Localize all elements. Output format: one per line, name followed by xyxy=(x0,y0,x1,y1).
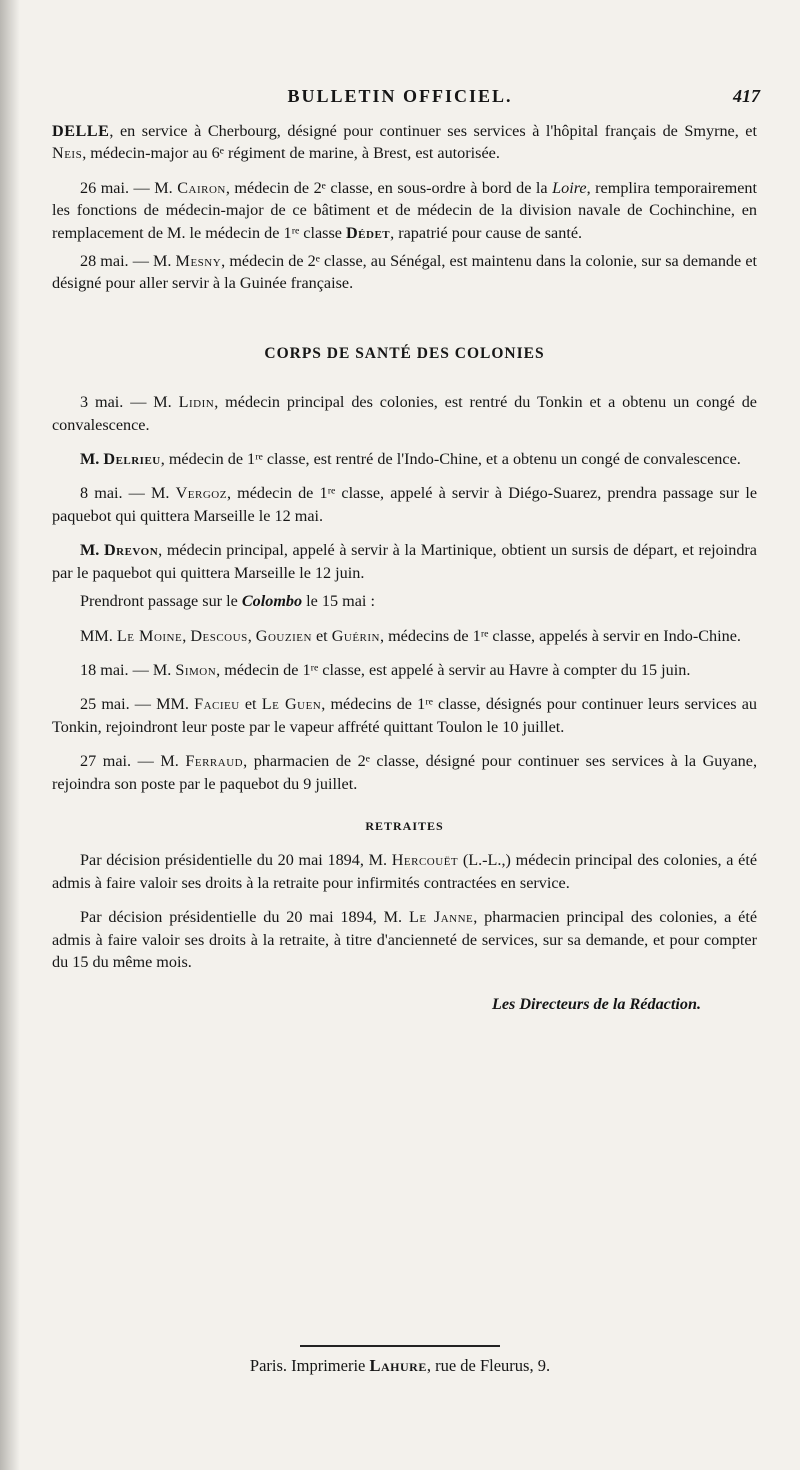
text-run: Par décision présidentielle du 20 mai 1894, M. xyxy=(80,851,392,870)
printer-name: Lahure xyxy=(369,1356,427,1375)
paragraph-delle xyxy=(52,120,757,165)
name-cairon: Cairon xyxy=(177,178,226,197)
name-dedet: Dédet xyxy=(345,223,391,242)
paragraph-delrieu xyxy=(52,448,757,470)
running-head xyxy=(0,86,800,110)
text-run: Prendront passage sur le xyxy=(80,592,242,611)
name-le-guen: Le Guen xyxy=(261,695,322,714)
paragraph-le-janne xyxy=(52,906,757,973)
running-title: BULLETIN OFFICIEL. xyxy=(287,86,513,106)
text-run: 27 mai. — M. xyxy=(80,752,186,771)
name-delrieu: Delrieu xyxy=(103,450,161,469)
name-facieu: Facieu xyxy=(194,695,240,714)
text-run: , xyxy=(247,626,256,645)
text-run: (L.-L.,) médecin principal des colonies, a été admis à faire valoir ses droits à la retraite pour infirmités contractées en service. xyxy=(52,851,758,892)
text-run: , médecin-major au 6ᵉ régiment de marine, à Brest, est autorisée. xyxy=(82,144,500,163)
name-gouzien: Gouzien xyxy=(255,626,312,645)
page-binding-shadow xyxy=(0,0,20,1470)
paragraph-facieu xyxy=(52,693,757,738)
name-descous: Descous xyxy=(190,626,248,645)
text-run: , médecin principal des colonies, est rentré du Tonkin et a obtenu un congé de convalescence. xyxy=(52,393,757,434)
name-lidin: Lidin xyxy=(178,393,215,412)
text-run: et xyxy=(239,695,262,714)
paragraph-colombo xyxy=(52,590,757,612)
section-heading-retraites: RETRAITES xyxy=(365,818,444,833)
name-hercouet: Hercouët xyxy=(391,851,459,870)
paragraph-indo-chine xyxy=(52,625,757,647)
name-simon: Simon xyxy=(175,660,217,679)
text-run: , médecins de 1ʳᵉ classe, désignés pour continuer leurs services au Tonkin, rejoindront leur poste par le vapeur affrété quittant Toulon le 10 juillet. xyxy=(52,695,758,736)
text-run: 28 mai. — M. xyxy=(80,252,176,271)
paragraph-simon xyxy=(52,659,757,681)
text-run: 25 mai. — MM. xyxy=(80,695,195,714)
paragraph-lidin xyxy=(52,391,757,436)
text-run: 26 mai. — M. xyxy=(80,178,178,197)
text-run: , médecin de 2ᵉ classe, en sous-ordre à bord de la xyxy=(225,178,553,197)
name-drevon: Drevon xyxy=(103,541,159,560)
paragraph-drevon xyxy=(52,539,757,584)
name-guerin: Guérin xyxy=(331,626,380,645)
name-neis: Neis xyxy=(52,144,83,163)
footer-rule xyxy=(300,1345,500,1347)
paragraph-vergoz xyxy=(52,482,757,527)
name-le-moine: Le Moine xyxy=(116,626,183,645)
text-run: , rapatrié pour cause de santé. xyxy=(390,223,583,242)
text-run: le 15 mai : xyxy=(302,592,375,611)
name-vergoz: Vergoz xyxy=(175,484,227,503)
name-le-janne: Le Janne xyxy=(408,908,474,927)
text-run: , pharmacien de 2ᵉ classe, désigné pour continuer ses services à la Guyane, rejoindra son poste par le paquebot du 9 juillet. xyxy=(52,752,757,793)
paragraph-cairon xyxy=(52,177,757,244)
text-run: , pharmacien principal des colonies, a été admis à faire valoir ses droits à la retraite, à titre d'ancienneté de services, sur sa demande, et pour compter du 15 du même mois. xyxy=(52,908,758,971)
text-run: , rue de Fleurus, 9. xyxy=(426,1356,551,1375)
text-run: Par décision présidentielle du 20 mai 1894, M. xyxy=(80,908,409,927)
paragraph-hercouet xyxy=(52,849,757,894)
text-run: Paris. Imprimerie xyxy=(249,1356,370,1375)
name-mesny: Mesny xyxy=(175,252,222,271)
ship-name-loire: Loire xyxy=(552,178,587,197)
section-heading-corps-de-sante: CORPS DE SANTÉ DES COLONIES xyxy=(264,344,545,362)
paragraph-ferraud xyxy=(52,750,757,795)
paragraph-mesny xyxy=(52,250,757,295)
page-number: 417 xyxy=(733,86,760,106)
text-run: , médecins de 1ʳᵉ classe, appelés à servir en Indo-Chine. xyxy=(380,626,741,645)
text-run: , remplira temporairement les fonctions de médecin-major de ce bâtiment et de médecin de la division navale de Cochinchine, en remplacement de M. le médecin de 1ʳᵉ classe xyxy=(52,178,757,242)
text-run: MM. xyxy=(80,626,117,645)
ship-name-colombo: Colombo xyxy=(241,592,303,611)
text-run: , médecin de 1ʳᵉ classe, appelé à servir à Diégo-Suarez, prendra passage sur le paquebot qui quittera Marseille le 12 mai. xyxy=(52,484,758,525)
text-run: , médecin de 1ʳᵉ classe, est appelé à servir au Havre à compter du 15 juin. xyxy=(216,660,691,679)
text-run: M. xyxy=(80,450,104,469)
text-run: , médecin principal, appelé à servir à la Martinique, obtient un sursis de départ, et rejoindra par le paquebot qui quittera Marseille le 12 juin. xyxy=(52,541,757,582)
imprint-line xyxy=(0,1356,800,1376)
name-delle: DELLE xyxy=(52,122,110,140)
name-ferraud: Ferraud xyxy=(185,752,244,771)
text-run: 3 mai. — M. xyxy=(80,393,179,412)
text-run: , en service à Cherbourg, désigné pour continuer ses services à l'hôpital français de Smyrne, et xyxy=(109,122,757,140)
text-run: 8 mai. — M. xyxy=(80,484,176,503)
text-run: et xyxy=(311,626,332,645)
text-run: 18 mai. — M. xyxy=(80,660,176,679)
text-run: , médecin de 1ʳᵉ classe, est rentré de l'Indo-Chine, et a obtenu un congé de convalescence. xyxy=(160,450,741,469)
text-run: M. xyxy=(80,541,104,560)
text-run: , xyxy=(182,626,191,645)
signature: Les Directeurs de la Rédaction. xyxy=(491,995,701,1014)
text-run: , médecin de 2ᵉ classe, au Sénégal, est maintenu dans la colonie, sur sa demande et désigné pour aller servir à la Guinée française. xyxy=(52,252,757,293)
body-text xyxy=(52,120,757,1016)
